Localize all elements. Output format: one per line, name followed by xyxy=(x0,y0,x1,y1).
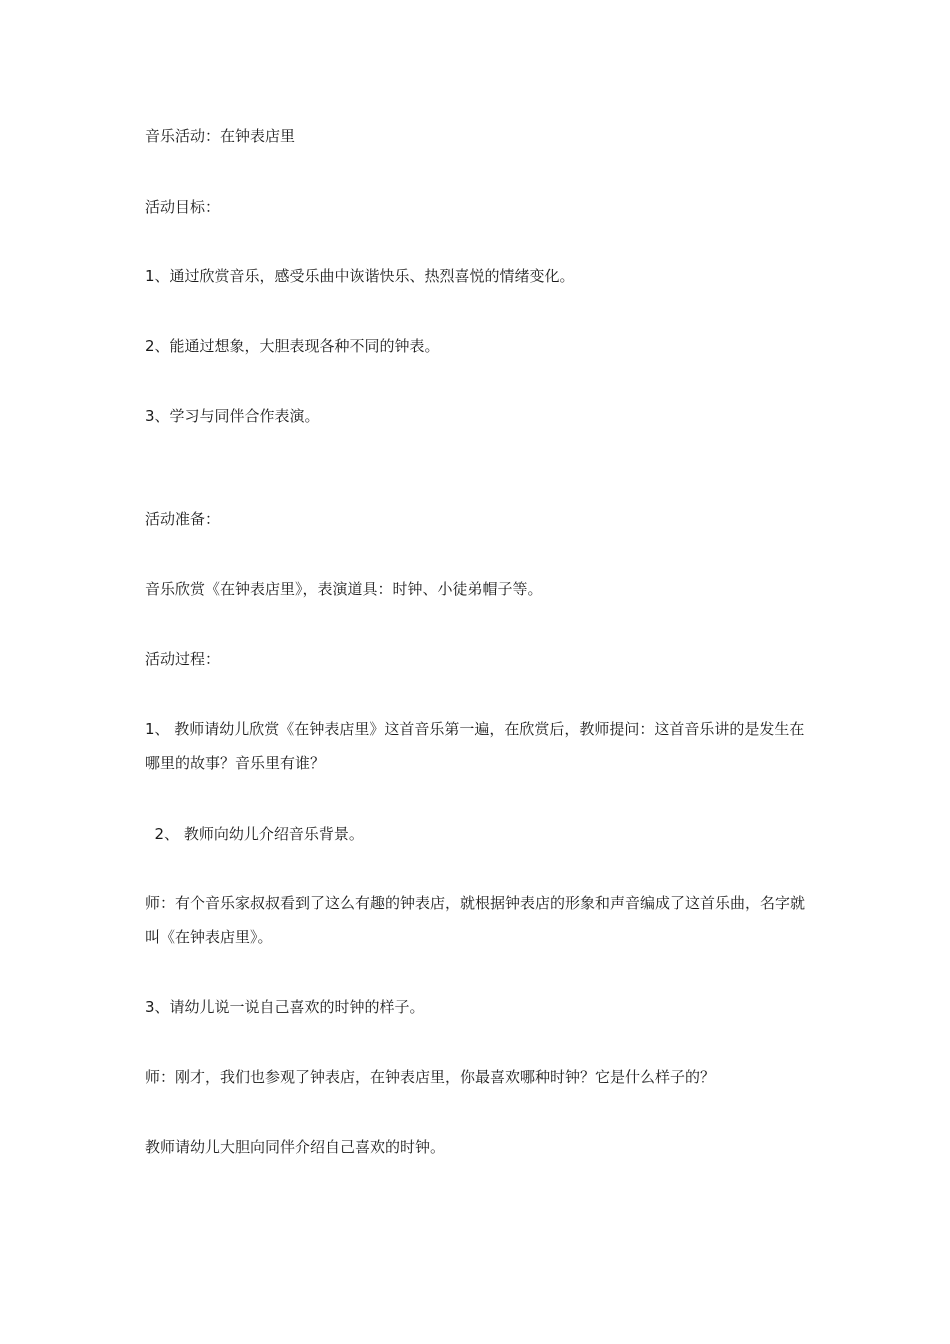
goal-item-3: 3、学习与同伴合作表演。 xyxy=(145,407,320,425)
goal-item-1: 1、通过欣赏音乐，感受乐曲中诙谐快乐、热烈喜悦的情绪变化。 xyxy=(145,267,575,285)
process-closing: 教师请幼儿大胆向同伴介绍自己喜欢的时钟。 xyxy=(145,1138,446,1156)
goals-heading: 活动目标： xyxy=(145,198,221,216)
goal-item-2: 2、能通过想象，大胆表现各种不同的钟表。 xyxy=(145,337,440,355)
prep-text: 音乐欣赏《在钟表店里》，表演道具：时钟、小徒弟帽子等。 xyxy=(145,580,543,598)
process-item-1: 1、 教师请幼儿欣赏《在钟表店里》这首音乐第一遍，在欣赏后，教师提问：这首音乐讲的是发生在哪里的故事？音乐里有谁？ xyxy=(145,720,805,772)
process-heading: 活动过程： xyxy=(145,650,221,668)
document-title: 音乐活动：在钟表店里 xyxy=(145,127,296,145)
process-teacher-note-1: 师：有个音乐家叔叔看到了这么有趣的钟表店，就根据钟表店的形象和声音编成了这首乐曲，名字就叫《在钟表店里》。 xyxy=(145,894,806,946)
process-teacher-note-2: 师：刚才，我们也参观了钟表店，在钟表店里，你最喜欢哪种时钟？它是什么样子的？ xyxy=(145,1068,716,1086)
process-item-3: 3、请幼儿说一说自己喜欢的时钟的样子。 xyxy=(145,998,425,1016)
prep-heading: 活动准备： xyxy=(145,510,221,528)
process-item-2: 2、 教师向幼儿介绍音乐背景。 xyxy=(145,825,364,843)
